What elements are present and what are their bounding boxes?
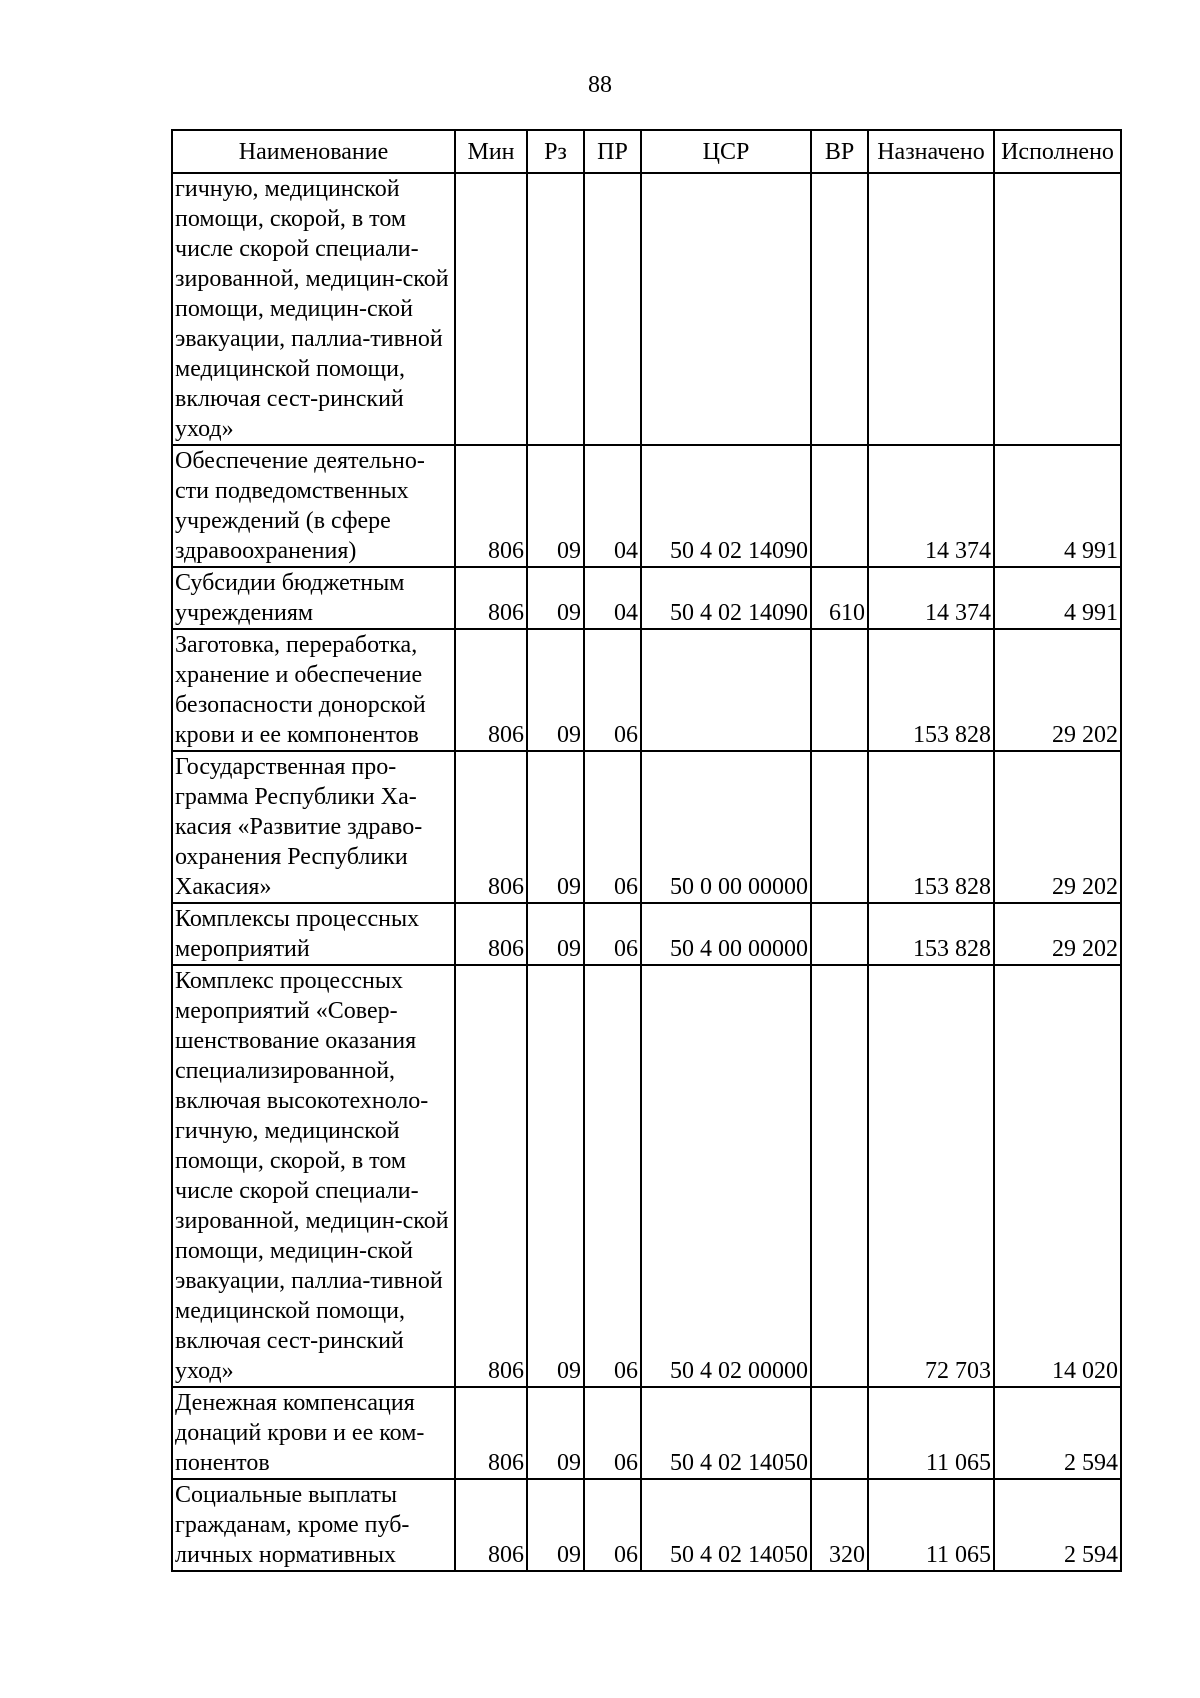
row-rz-cell: 09 <box>527 751 584 903</box>
column-header-pr: ПР <box>584 130 641 173</box>
row-rz-cell: 09 <box>527 965 584 1387</box>
row-executed-cell: 4 991 <box>994 445 1121 567</box>
row-csr-cell: 50 4 02 14090 <box>641 445 811 567</box>
table-row <box>172 1479 1121 1571</box>
row-csr-cell: 50 4 02 14050 <box>641 1479 811 1571</box>
row-min-cell: 806 <box>455 1387 527 1479</box>
row-min-cell: 806 <box>455 445 527 567</box>
table-header-row <box>172 130 1121 173</box>
row-vr-cell <box>811 903 868 965</box>
table-row <box>172 445 1121 567</box>
row-pr-cell: 06 <box>584 751 641 903</box>
row-vr-cell: 610 <box>811 567 868 629</box>
row-name-cell: Государственная про-грамма Республики Ха-касия «Развитие здраво-охранения Республики Хакасия» <box>172 751 455 903</box>
row-name-cell: Заготовка, переработка, хранение и обеспечение безопасности донорской крови и ее компонентов <box>172 629 455 751</box>
column-header-csr: ЦСР <box>641 130 811 173</box>
row-csr-cell: 50 4 02 14050 <box>641 1387 811 1479</box>
budget-table <box>171 129 1122 1572</box>
row-executed-cell: 4 991 <box>994 567 1121 629</box>
column-header-min: Мин <box>455 130 527 173</box>
row-name-cell: Денежная компенсация донаций крови и ее ком-понентов <box>172 1387 455 1479</box>
row-rz-cell: 09 <box>527 903 584 965</box>
row-rz-cell: 09 <box>527 1479 584 1571</box>
row-csr-cell <box>641 173 811 445</box>
row-vr-cell <box>811 1387 868 1479</box>
row-assigned-cell: 153 828 <box>868 629 994 751</box>
row-executed-cell: 2 594 <box>994 1479 1121 1571</box>
row-executed-cell: 29 202 <box>994 751 1121 903</box>
row-assigned-cell: 153 828 <box>868 903 994 965</box>
row-pr-cell: 06 <box>584 1479 641 1571</box>
row-min-cell: 806 <box>455 567 527 629</box>
column-header-assigned: Назначено <box>868 130 994 173</box>
table-row <box>172 751 1121 903</box>
row-vr-cell <box>811 445 868 567</box>
row-assigned-cell <box>868 173 994 445</box>
row-executed-cell: 29 202 <box>994 629 1121 751</box>
row-executed-cell <box>994 173 1121 445</box>
row-vr-cell <box>811 965 868 1387</box>
row-rz-cell <box>527 173 584 445</box>
row-executed-cell: 29 202 <box>994 903 1121 965</box>
row-rz-cell: 09 <box>527 567 584 629</box>
row-executed-cell: 2 594 <box>994 1387 1121 1479</box>
table-row <box>172 567 1121 629</box>
row-min-cell <box>455 173 527 445</box>
row-min-cell: 806 <box>455 751 527 903</box>
row-csr-cell: 50 4 00 00000 <box>641 903 811 965</box>
row-pr-cell: 06 <box>584 629 641 751</box>
row-name-cell: Комплекс процессных мероприятий «Совер-шенствование оказания специализированной, включая высокотехноло-гичную, медицинской помощи, скорой, в том числе скорой специали-зированной, медицин-ской помощи, медицин-ской эвакуации, паллиа-тивной медицинской помощи, включая сест-ринский уход» <box>172 965 455 1387</box>
column-header-executed: Исполнено <box>994 130 1121 173</box>
row-assigned-cell: 11 065 <box>868 1387 994 1479</box>
table-row <box>172 629 1121 751</box>
row-rz-cell: 09 <box>527 445 584 567</box>
table-row <box>172 965 1121 1387</box>
row-pr-cell <box>584 173 641 445</box>
row-name-cell: Субсидии бюджетным учреждениям <box>172 567 455 629</box>
column-header-name: Наименование <box>172 130 455 173</box>
row-csr-cell: 50 4 02 00000 <box>641 965 811 1387</box>
row-rz-cell: 09 <box>527 1387 584 1479</box>
row-assigned-cell: 72 703 <box>868 965 994 1387</box>
row-csr-cell: 50 0 00 00000 <box>641 751 811 903</box>
row-min-cell: 806 <box>455 1479 527 1571</box>
row-min-cell: 806 <box>455 965 527 1387</box>
row-pr-cell: 06 <box>584 903 641 965</box>
table-row <box>172 173 1121 445</box>
column-header-rz: Рз <box>527 130 584 173</box>
row-min-cell: 806 <box>455 903 527 965</box>
table-row <box>172 903 1121 965</box>
row-vr-cell <box>811 173 868 445</box>
row-csr-cell <box>641 629 811 751</box>
row-assigned-cell: 153 828 <box>868 751 994 903</box>
row-assigned-cell: 14 374 <box>868 445 994 567</box>
row-name-cell: гичную, медицинской помощи, скорой, в том числе скорой специали-зированной, медицин-ской помощи, медицин-ской эвакуации, паллиа-тивной медицинской помощи, включая сест-ринский уход» <box>172 173 455 445</box>
row-name-cell: Социальные выплаты гражданам, кроме пуб-личных нормативных <box>172 1479 455 1571</box>
column-header-vr: ВР <box>811 130 868 173</box>
row-min-cell: 806 <box>455 629 527 751</box>
row-pr-cell: 04 <box>584 567 641 629</box>
table-row <box>172 1387 1121 1479</box>
row-assigned-cell: 11 065 <box>868 1479 994 1571</box>
row-vr-cell <box>811 629 868 751</box>
row-assigned-cell: 14 374 <box>868 567 994 629</box>
row-csr-cell: 50 4 02 14090 <box>641 567 811 629</box>
row-vr-cell <box>811 751 868 903</box>
row-pr-cell: 06 <box>584 1387 641 1479</box>
row-name-cell: Обеспечение деятельно-сти подведомственных учреждений (в сфере здравоохранения) <box>172 445 455 567</box>
page-number: 88 <box>588 72 612 98</box>
row-vr-cell: 320 <box>811 1479 868 1571</box>
row-rz-cell: 09 <box>527 629 584 751</box>
row-pr-cell: 06 <box>584 965 641 1387</box>
row-pr-cell: 04 <box>584 445 641 567</box>
row-executed-cell: 14 020 <box>994 965 1121 1387</box>
row-name-cell: Комплексы процессных мероприятий <box>172 903 455 965</box>
